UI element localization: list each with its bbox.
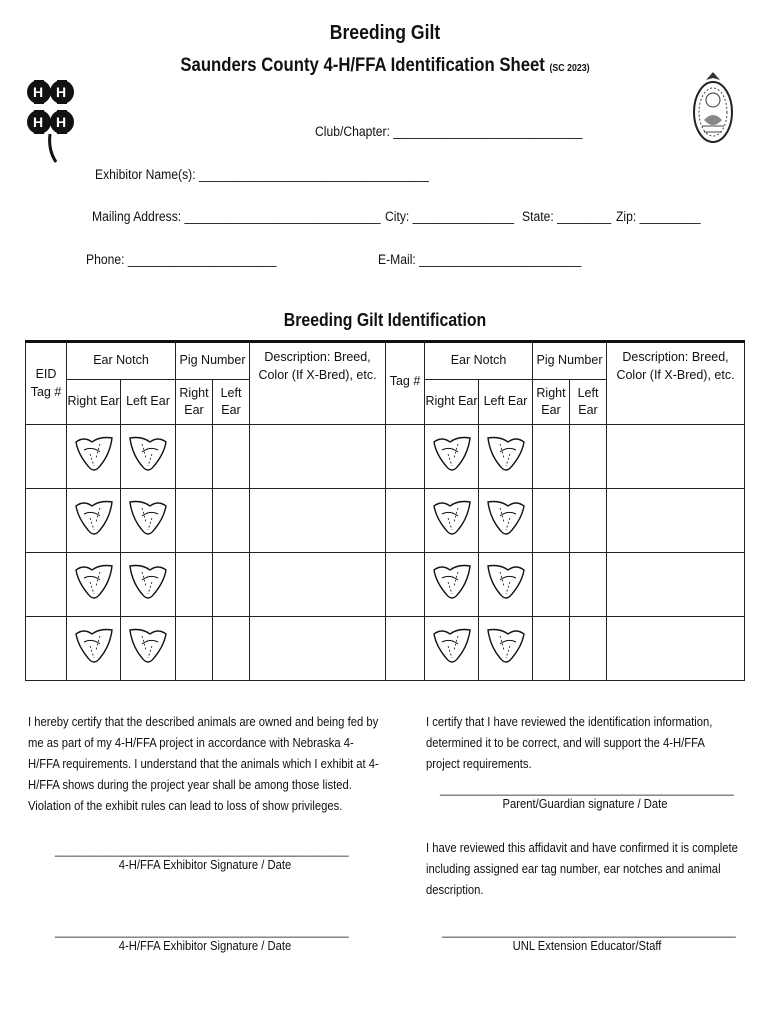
pig-ear-diagram [124, 496, 172, 540]
pig-ear-diagram [482, 496, 530, 540]
mailing-address-field[interactable]: Mailing Address: _____________________________ [92, 209, 381, 224]
parent-signature-caption: Parent/Guardian signature / Date [502, 797, 668, 811]
identification-table [25, 340, 745, 681]
left-ear-diagram-cell[interactable] [479, 489, 533, 553]
pig-left-ear-header: Left Ear [213, 380, 250, 425]
section-title: Breeding Gilt Identification [283, 310, 487, 330]
table-row [26, 425, 745, 489]
pig-left-ear-cell[interactable] [570, 489, 607, 553]
pig-left-ear-cell[interactable] [213, 489, 250, 553]
page-title: Breeding Gilt [329, 22, 441, 44]
subtitle-note: (SC 2023) [549, 63, 590, 74]
pig-left-ear-cell[interactable] [213, 553, 250, 617]
right-ear-header: Right Ear [67, 380, 121, 425]
exhibitor-signature-caption-1: 4-H/FFA Exhibitor Signature / Date [118, 858, 292, 872]
pig-right-ear-header: Right Ear [533, 380, 570, 425]
pig-ear-diagram [70, 560, 118, 604]
pig-right-ear-cell[interactable] [533, 489, 570, 553]
tag-cell[interactable] [386, 489, 425, 553]
review-text: I have reviewed this affidavit and have confirmed it is complete including assigned ear tag number, ear notches and animal description. [426, 841, 738, 897]
pig-left-ear-cell[interactable] [570, 553, 607, 617]
ffa-emblem-logo [690, 70, 736, 148]
pig-number-header-left: Pig Number [176, 342, 250, 380]
staff-signature-line[interactable]: ____________________________________________ [442, 924, 736, 938]
svg-text:H: H [33, 114, 44, 130]
eid-tag-cell[interactable] [26, 617, 67, 681]
pig-left-ear-cell[interactable] [213, 617, 250, 681]
table-row [26, 489, 745, 553]
pig-number-header-right: Pig Number [533, 342, 607, 380]
pig-ear-diagram [124, 624, 172, 668]
eid-tag-header: EID Tag # [26, 342, 67, 425]
pig-ear-diagram [482, 560, 530, 604]
eid-tag-cell[interactable] [26, 489, 67, 553]
pig-ear-diagram [70, 496, 118, 540]
club-field[interactable]: Club/Chapter: ____________________________ [315, 124, 583, 139]
pig-ear-diagram [482, 432, 530, 476]
right-ear-diagram-cell[interactable] [67, 553, 121, 617]
table-row [26, 617, 745, 681]
pig-right-ear-cell[interactable] [176, 553, 213, 617]
svg-text:H: H [33, 84, 44, 100]
subtitle-text: Saunders County 4-H/FFA Identification Sheet [180, 55, 545, 76]
left-ear-header: Left Ear [121, 380, 176, 425]
tag-cell[interactable] [386, 425, 425, 489]
pig-ear-diagram [428, 624, 476, 668]
pig-right-ear-cell[interactable] [176, 489, 213, 553]
pig-left-ear-cell[interactable] [570, 425, 607, 489]
eid-tag-cell[interactable] [26, 425, 67, 489]
description-cell[interactable] [250, 553, 386, 617]
left-ear-diagram-cell[interactable] [479, 425, 533, 489]
pig-right-ear-header: Right Ear [176, 380, 213, 425]
right-ear-diagram-cell[interactable] [425, 425, 479, 489]
description-cell[interactable] [607, 617, 745, 681]
svg-text:H: H [56, 84, 67, 100]
zip-field[interactable]: Zip: _________ [616, 209, 701, 224]
staff-signature-caption: UNL Extension Educator/Staff [512, 939, 662, 953]
right-ear-diagram-cell[interactable] [67, 489, 121, 553]
pig-ear-diagram [428, 560, 476, 604]
description-cell[interactable] [607, 553, 745, 617]
pig-ear-diagram [70, 432, 118, 476]
right-ear-diagram-cell[interactable] [425, 489, 479, 553]
ear-notch-header-left: Ear Notch [67, 342, 176, 380]
exhibitor-signature-line-1[interactable]: ____________________________________________ [55, 843, 349, 857]
pig-left-ear-cell[interactable] [570, 617, 607, 681]
pig-ear-diagram [428, 432, 476, 476]
description-cell[interactable] [607, 425, 745, 489]
pig-ear-diagram [428, 496, 476, 540]
phone-field[interactable]: Phone: ______________________ [86, 252, 277, 267]
tag-cell[interactable] [386, 617, 425, 681]
eid-tag-cell[interactable] [26, 553, 67, 617]
exhibitor-signature-caption-2: 4-H/FFA Exhibitor Signature / Date [118, 939, 292, 953]
pig-left-ear-header: Left Ear [570, 380, 607, 425]
right-ear-diagram-cell[interactable] [67, 617, 121, 681]
left-ear-diagram-cell[interactable] [121, 489, 176, 553]
pig-ear-diagram [124, 560, 172, 604]
svg-text:H: H [56, 114, 67, 130]
left-ear-diagram-cell[interactable] [121, 553, 176, 617]
pig-right-ear-cell[interactable] [533, 425, 570, 489]
tag-header: Tag # [386, 342, 425, 425]
left-ear-diagram-cell[interactable] [121, 425, 176, 489]
exhibitor-field[interactable]: Exhibitor Name(s): __________________________________ [95, 167, 429, 182]
certify-left-text: I hereby certify that the described animals are owned and being fed by me as part of my 4-H/FFA project in accordance with Nebraska 4-H/FFA requirements. I understand that the animals which I exhibit at 4-H/FFA shows during the project year shall be among those listed. Violation of the exhibit rules can lead to loss of show privileges. [28, 715, 379, 813]
parent-signature-line[interactable]: ____________________________________________ [440, 782, 734, 796]
exhibitor-signature-line-2[interactable]: ____________________________________________ [55, 924, 349, 938]
description-cell[interactable] [250, 425, 386, 489]
pig-right-ear-cell[interactable] [176, 617, 213, 681]
pig-right-ear-cell[interactable] [176, 425, 213, 489]
left-ear-diagram-cell[interactable] [479, 553, 533, 617]
4h-clover-logo [22, 72, 80, 167]
tag-cell[interactable] [386, 553, 425, 617]
ear-notch-header-right: Ear Notch [425, 342, 533, 380]
left-ear-diagram-cell[interactable] [121, 617, 176, 681]
pig-ear-diagram [482, 624, 530, 668]
right-ear-diagram-cell[interactable] [425, 553, 479, 617]
left-ear-header: Left Ear [479, 380, 533, 425]
right-ear-header: Right Ear [425, 380, 479, 425]
state-field[interactable]: State: ________ [522, 209, 612, 224]
pig-right-ear-cell[interactable] [533, 617, 570, 681]
pig-ear-diagram [124, 432, 172, 476]
pig-ear-diagram [70, 624, 118, 668]
page-subtitle [46, 55, 724, 77]
right-ear-diagram-cell[interactable] [67, 425, 121, 489]
right-ear-diagram-cell[interactable] [425, 617, 479, 681]
description-header-right: Description: Breed, Color (If X-Bred), etc. [607, 342, 745, 425]
table-row [26, 553, 745, 617]
email-field[interactable]: E-Mail: ________________________ [378, 252, 582, 267]
certify-right-text: I certify that I have reviewed the identification information, determined it to be correct, and will support the 4-H/FFA project requirements. [426, 715, 713, 771]
pig-right-ear-cell[interactable] [533, 553, 570, 617]
description-cell[interactable] [250, 617, 386, 681]
description-cell[interactable] [250, 489, 386, 553]
left-ear-diagram-cell[interactable] [479, 617, 533, 681]
description-header-left: Description: Breed, Color (If X-Bred), etc. [250, 342, 386, 425]
pig-left-ear-cell[interactable] [213, 425, 250, 489]
city-field[interactable]: City: _______________ [385, 209, 515, 224]
description-cell[interactable] [607, 489, 745, 553]
